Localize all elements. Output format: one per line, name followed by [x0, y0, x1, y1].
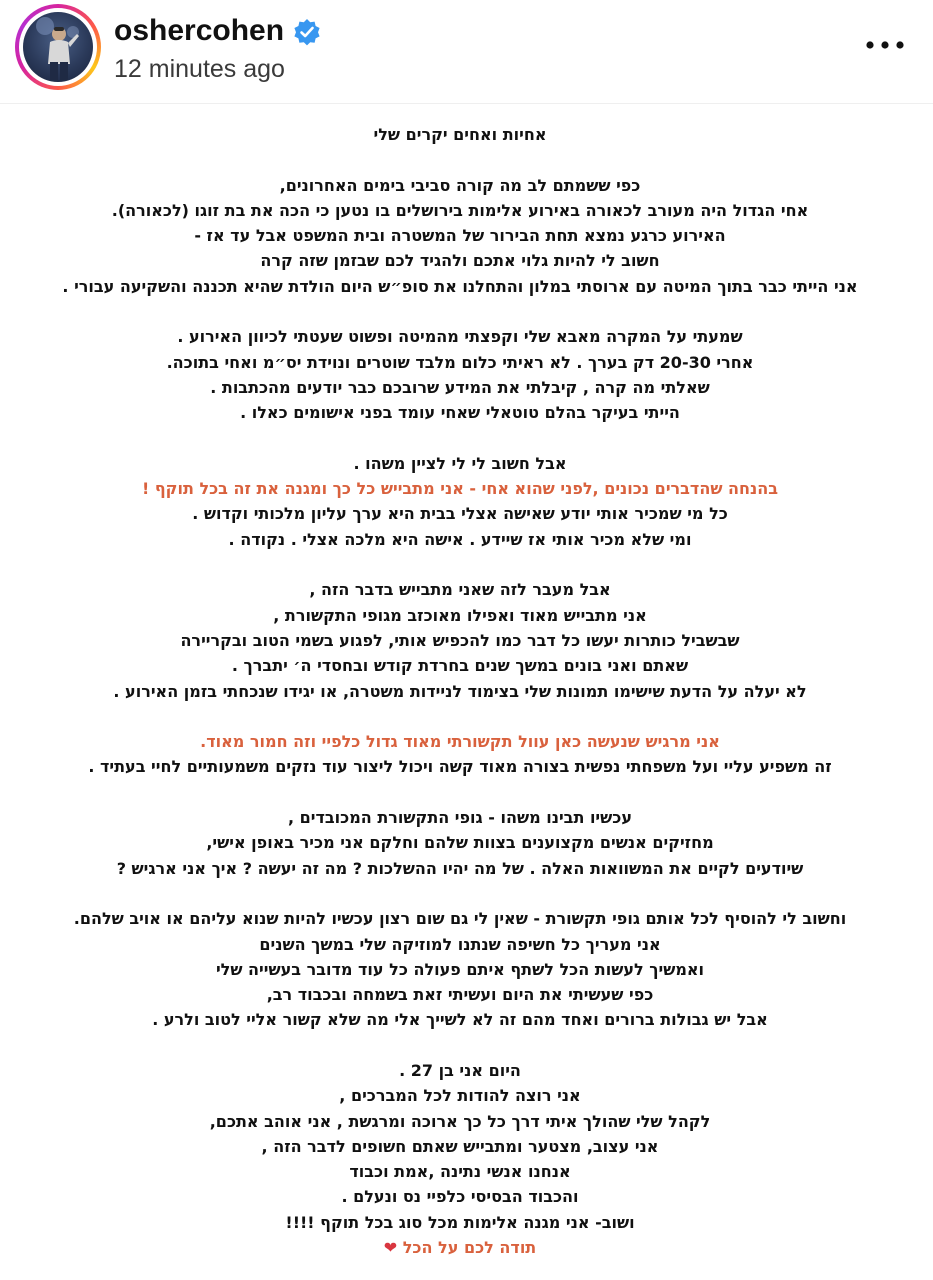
avatar-frame [19, 8, 97, 86]
story-ring[interactable] [15, 4, 101, 90]
post-line: ומי שלא מכיר אותי אז שיידע . אישה היא מלכה אצלי . נקודה . [228, 529, 692, 549]
post-line: אני עצוב, מצטער ומתבייש שאתם חשופים לדבר הזה , [261, 1136, 659, 1156]
post-text [10, 122, 910, 1260]
post-line: לא יעלה על הדעת שישימו תמונות שלי בצימוד לניידות משטרה, או יגידו שנכחתי בזמן האירוע . [113, 681, 807, 701]
post-line: אבל חשוב לי לי לציין משהו . [353, 453, 567, 473]
post-line: שמעתי על המקרה מאבא שלי וקפצתי מהמיטה ופשוט שעטתי לכיוון האירוע . [177, 327, 743, 347]
closing-thanks: תודה לכם על הכל [402, 1238, 537, 1258]
highlighted-statement: בהנחה שהדברים נכונים ,לפני שהוא אחי - אני מתבייש כל כך ומגנה את זה בכל תוקף ! [142, 479, 778, 499]
highlighted-statement: אני מרגיש שנעשה כאן עוול תקשורתי מאוד גדול כלפיי וזה חמור מאוד. [200, 732, 720, 752]
post-line: האירוע כרגע נמצא תחת הבירור של המשטרה ובית המשפט אבל עד אז - [194, 226, 726, 246]
post-line: אני רוצה להודות לכל המברכים , [339, 1086, 581, 1106]
more-options-icon[interactable] [862, 30, 908, 60]
closing-line [10, 1235, 910, 1260]
post-line: היום אני בן 27 . [399, 1060, 521, 1080]
post-line: אבל מעבר לזה שאני מתבייש בדבר הזה , [309, 580, 611, 600]
post-line: מחזיקים אנשים מקצוענים בצוות שלהם וחלקם אני מכיר באופן אישי, [206, 833, 714, 853]
avatar[interactable] [23, 12, 93, 82]
post-line: וחשוב לי להוסיף לכל אותם גופי תקשורת - שאין לי גם שום רצון עכשיו להיות שנוא עליהם או אויב שלהם. [73, 909, 847, 929]
avatar-photo-icon [23, 12, 93, 82]
post-line: כפי שעשיתי את היום ועשיתי זאת בשמחה ובכבוד רב, [266, 985, 654, 1005]
post-line: כל מי שמכיר אותי יודע שאישה אצלי בבית היא ערך עליון מלכותי וקדוש . [192, 504, 728, 524]
post-line: אני מתבייש מאוד ואפילו מאוכזב מגופי התקשורת , [273, 605, 647, 625]
verified-badge-icon [292, 17, 322, 47]
post-line: לקהל שלי שהולך איתי דרך כל כך ארוכה ומרגשת , אני אוהב אתכם, [209, 1111, 711, 1131]
post-line: חשוב לי להיות גלוי אתכם ולהגיד לכם שבזמן שזה קרה [260, 251, 660, 271]
post-line: אחרי 20-30 דק בערך . לא ראיתי כלום מלבד שוטרים ונוידת יס״מ ואחי בתוכה. [166, 352, 754, 372]
post-line: אחי הגדול היה מעורב לכאורה באירוע אלימות בירושלים בו נטען כי הכה את בת זוגו (לכאורה). [111, 200, 809, 220]
post-line: ושוב- אני מגנה אלימות מכל סוג בכל תוקף !!!! [285, 1212, 635, 1232]
post-line: אבל יש גבולות ברורים ואחד מהם זה לא לשייך אלי מה שלא קשור אליי לטוב ולרע . [152, 1010, 768, 1030]
post-line: והכבוד הבסיסי כלפיי נס ונעלם . [341, 1187, 579, 1207]
post-title: אחיות ואחים יקרים שלי [373, 125, 547, 144]
post-header [0, 0, 933, 104]
post-line: עכשיו תבינו משהו - גופי התקשורת המכובדים , [287, 808, 632, 828]
post-line: ואמשיך לעשות הכל לשתף איתם פעולה כל עוד מדובר בעשייה שלי [215, 959, 705, 979]
post-line: שבשביל כותרות יעשו כל דבר כמו להכפיש אותי, לפגוע בשמי הטוב ובקריירה [180, 630, 740, 650]
post-line: זה משפיע עליי ועל משפחתי נפשית בצורה מאוד קשה ויכול ליצור עוד נזקים משמעותיים לחיי בעתיד . [88, 757, 832, 777]
post-line: אני הייתי כבר בתוך המיטה עם ארוסתי במלון והתחלנו את סופ״ש היום הולדת שהיא תכננה והשקיעה עבורי . [62, 276, 858, 296]
post-line: אנחנו אנשי נתינה ,אמת וכבוד [349, 1162, 571, 1182]
post-line: הייתי בעיקר בהלם טוטאלי שאחי עומד בפני אישומים כאלו . [240, 403, 680, 423]
heart-icon: ❤ [383, 1238, 398, 1258]
post-line: שאלתי מה קרה , קיבלתי את המידע שרובכם כבר יודעים מהכתבות . [210, 377, 710, 397]
username[interactable]: oshercohen [114, 14, 285, 47]
post-line: אני מעריך כל חשיפה שנתנו למוזיקה שלי במשך השנים [259, 934, 661, 954]
post-line: כפי ששמתם לב מה קורה סביבי בימים האחרונים, [279, 175, 641, 195]
post-line: שיודעים לקיים את המשוואות האלה . של מה יהיו ההשלכות ? מה זה יעשה ? איך אני ארגיש ? [116, 858, 804, 878]
post-timestamp: 12 minutes ago [114, 55, 285, 83]
post-line: שאתם ואני בונים במשך שנים בחרדת קודש ובחסדי ה׳ יתברך . [231, 656, 689, 676]
